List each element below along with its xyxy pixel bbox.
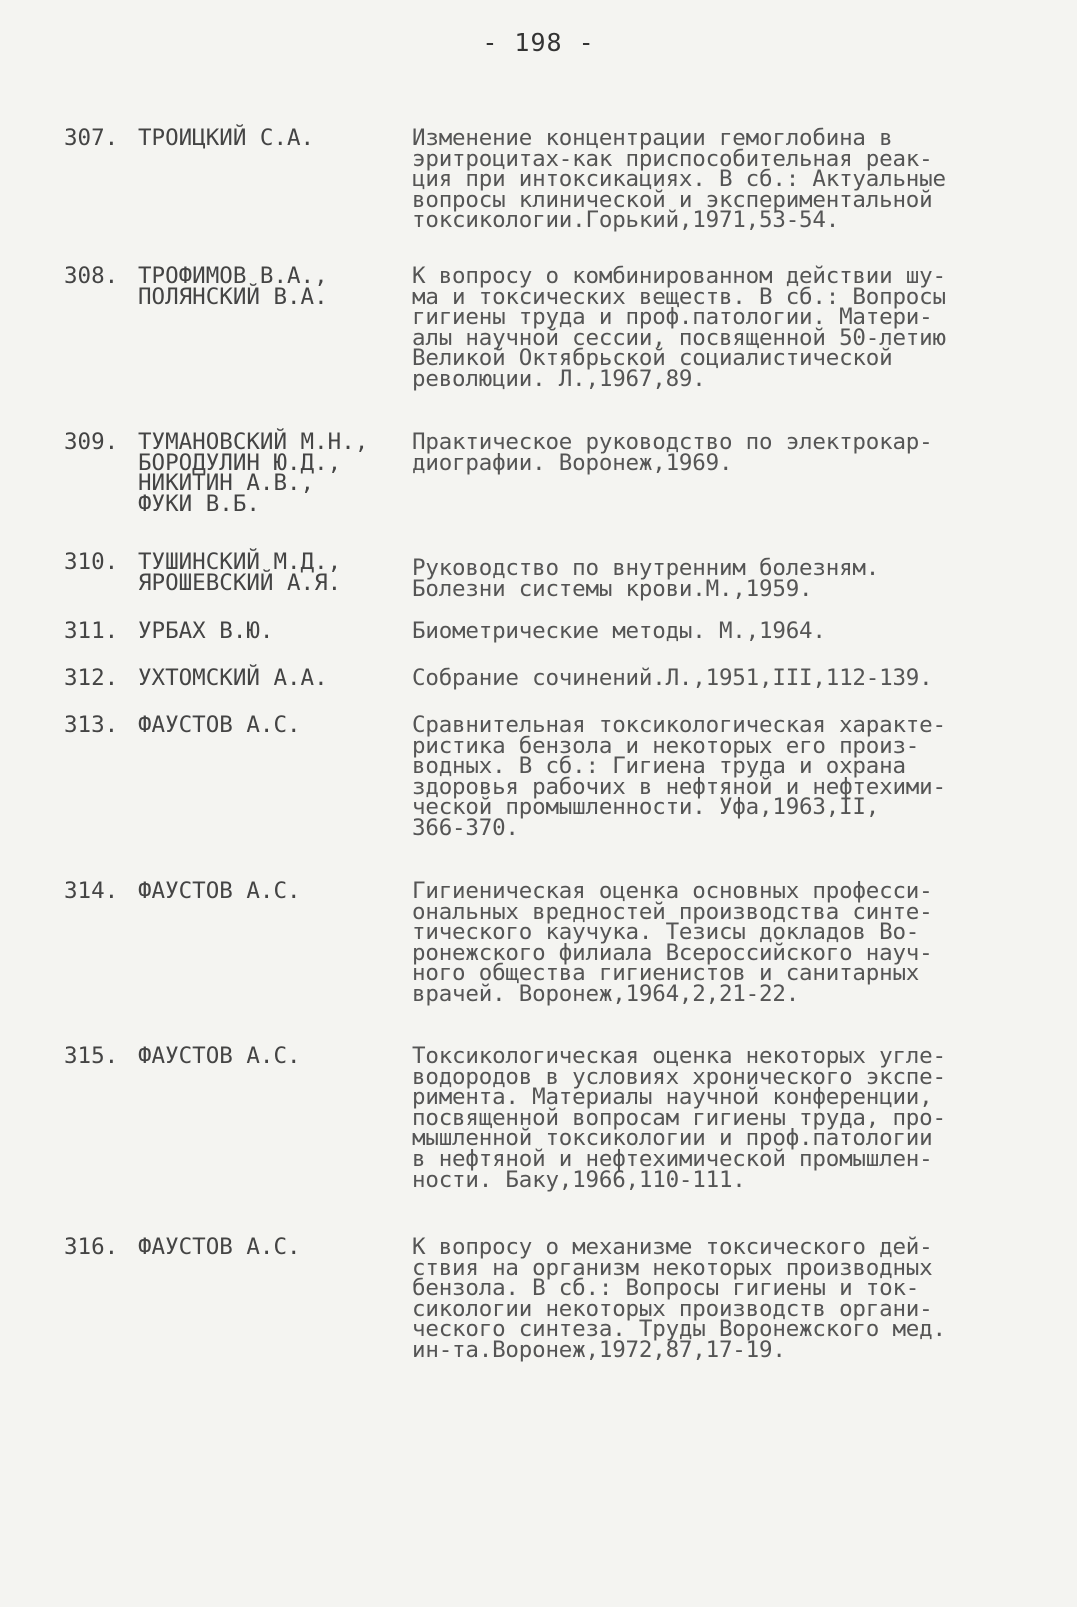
entry-number: 316. bbox=[64, 1234, 119, 1260]
citation-line: ональных вредностей производства синте- bbox=[412, 898, 933, 925]
entry-number: 310. bbox=[64, 549, 119, 575]
entry-citation bbox=[412, 665, 997, 691]
citation-line: Руководство по внутренним болезням. bbox=[412, 555, 880, 581]
citation-line: эритроцитах-как приспособительная реак- bbox=[412, 145, 933, 172]
entry-citation bbox=[412, 125, 997, 234]
citation-line: вопросы клинической и экспериментальной bbox=[412, 186, 933, 213]
entry-number: 311. bbox=[64, 618, 119, 644]
entry-number: 314. bbox=[64, 878, 119, 904]
citation-line: мышленной токсикологии и проф.патологии bbox=[412, 1125, 933, 1152]
entry-authors: ТУШИНСКИЙ М.Д., ЯРОШЕВСКИЙ А.Я. bbox=[138, 549, 342, 596]
citation-line: ристика бензола и некоторых его произ- bbox=[412, 732, 920, 759]
entry-citation bbox=[412, 878, 997, 1007]
entry-authors: УХТОМСКИЙ А.А. bbox=[138, 665, 328, 691]
citation-line: бензола. В сб.: Вопросы гигиены и ток- bbox=[412, 1275, 920, 1302]
citation-line: 366-370. bbox=[412, 814, 519, 841]
entry-number: 308. bbox=[64, 263, 119, 289]
page-number: - 198 - bbox=[482, 28, 595, 57]
entry-citation bbox=[412, 263, 997, 392]
citation-line: К вопросу о комбинированном действии шу- bbox=[412, 263, 946, 289]
entry-authors: УРБАХ В.Ю. bbox=[138, 618, 274, 644]
entry-citation bbox=[412, 618, 997, 644]
citation-line: Сравнительная токсикологическая характе- bbox=[412, 712, 946, 738]
entry-citation bbox=[412, 429, 997, 476]
citation-line: ческой промышленности. Уфа,1963,II, bbox=[412, 794, 880, 821]
entry-citation bbox=[412, 555, 997, 602]
citation-line: диографии. Воронеж,1969. bbox=[412, 449, 733, 476]
entry-authors: ТРОИЦКИЙ С.А. bbox=[138, 125, 315, 151]
citation-line: водных. В сб.: Гигиена труда и охрана bbox=[412, 753, 906, 780]
citation-line: Практическое руководство по электрокар- bbox=[412, 429, 933, 455]
citation-line: ствия на организм некоторых производных bbox=[412, 1254, 933, 1281]
citation-line: алы научной сессии, посвященной 50-летию bbox=[412, 324, 946, 351]
citation-line: К вопросу о механизме токсического дей- bbox=[412, 1234, 933, 1260]
entry-authors: ТУМАНОВСКИЙ М.Н., БОРОДУЛИН Ю.Д., НИКИТИН А.В., ФУКИ В.Б. bbox=[138, 429, 369, 517]
citation-line: Болезни системы крови.М.,1959. bbox=[412, 575, 813, 602]
citation-line: ронежского филиала Всероссийского науч- bbox=[412, 939, 933, 966]
entry-authors: ФАУСТОВ А.С. bbox=[138, 878, 301, 904]
entry-number: 313. bbox=[64, 712, 119, 738]
entry-authors: ФАУСТОВ А.С. bbox=[138, 1043, 301, 1069]
entry-number: 312. bbox=[64, 665, 119, 691]
entry-number: 309. bbox=[64, 429, 119, 455]
citation-line: Биометрические методы. М.,1964. bbox=[412, 618, 826, 644]
citation-line: Собрание сочинений.Л.,1951,III,112-139. bbox=[412, 665, 933, 691]
citation-line: Гигиеническая оценка основных професси- bbox=[412, 878, 933, 904]
citation-line: ческого синтеза. Труды Воронежского мед. bbox=[412, 1316, 946, 1343]
citation-line: ин-та.Воронеж,1972,87,17-19. bbox=[412, 1336, 786, 1363]
citation-line: водородов в условиях хронического экспе- bbox=[412, 1063, 946, 1090]
entry-citation bbox=[412, 1043, 997, 1193]
citation-line: в нефтяной и нефтехимической промышлен- bbox=[412, 1145, 933, 1172]
citation-line: ности. Баку,1966,110-111. bbox=[412, 1166, 746, 1193]
entry-number: 315. bbox=[64, 1043, 119, 1069]
citation-line: ма и токсических веществ. В сб.: Вопросы bbox=[412, 283, 946, 310]
entry-authors: ФАУСТОВ А.С. bbox=[138, 712, 301, 738]
entry-authors: ТРОФИМОВ В.А., ПОЛЯНСКИЙ В.А. bbox=[138, 263, 328, 310]
citation-line: Изменение концентрации гемоглобина в bbox=[412, 125, 893, 151]
citation-line: ция при интоксикациях. В сб.: Актуальные bbox=[412, 166, 946, 193]
citation-line: гигиены труда и проф.патологии. Матери- bbox=[412, 304, 933, 331]
entry-citation bbox=[412, 712, 997, 841]
citation-line: революции. Л.,1967,89. bbox=[412, 365, 706, 392]
citation-line: токсикологии.Горький,1971,53-54. bbox=[412, 207, 840, 234]
citation-line: ного общества гигиенистов и санитарных bbox=[412, 960, 920, 987]
citation-line: римента. Материалы научной конференции, bbox=[412, 1084, 933, 1111]
citation-line: Великой Октябрьской социалистической bbox=[412, 345, 893, 372]
entry-authors: ФАУСТОВ А.С. bbox=[138, 1234, 301, 1260]
entry-number: 307. bbox=[64, 125, 119, 151]
citation-line: врачей. Воронеж,1964,2,21-22. bbox=[412, 980, 800, 1007]
citation-line: посвященной вопросам гигиены труда, про- bbox=[412, 1104, 946, 1131]
citation-line: сикологии некоторых производств органи- bbox=[412, 1295, 933, 1322]
citation-line: здоровья рабочих в нефтяной и нефтехими- bbox=[412, 773, 946, 800]
citation-line: тического каучука. Тезисы докладов Во- bbox=[412, 919, 920, 946]
entry-citation bbox=[412, 1234, 997, 1363]
citation-line: Токсикологическая оценка некоторых угле- bbox=[412, 1043, 946, 1069]
